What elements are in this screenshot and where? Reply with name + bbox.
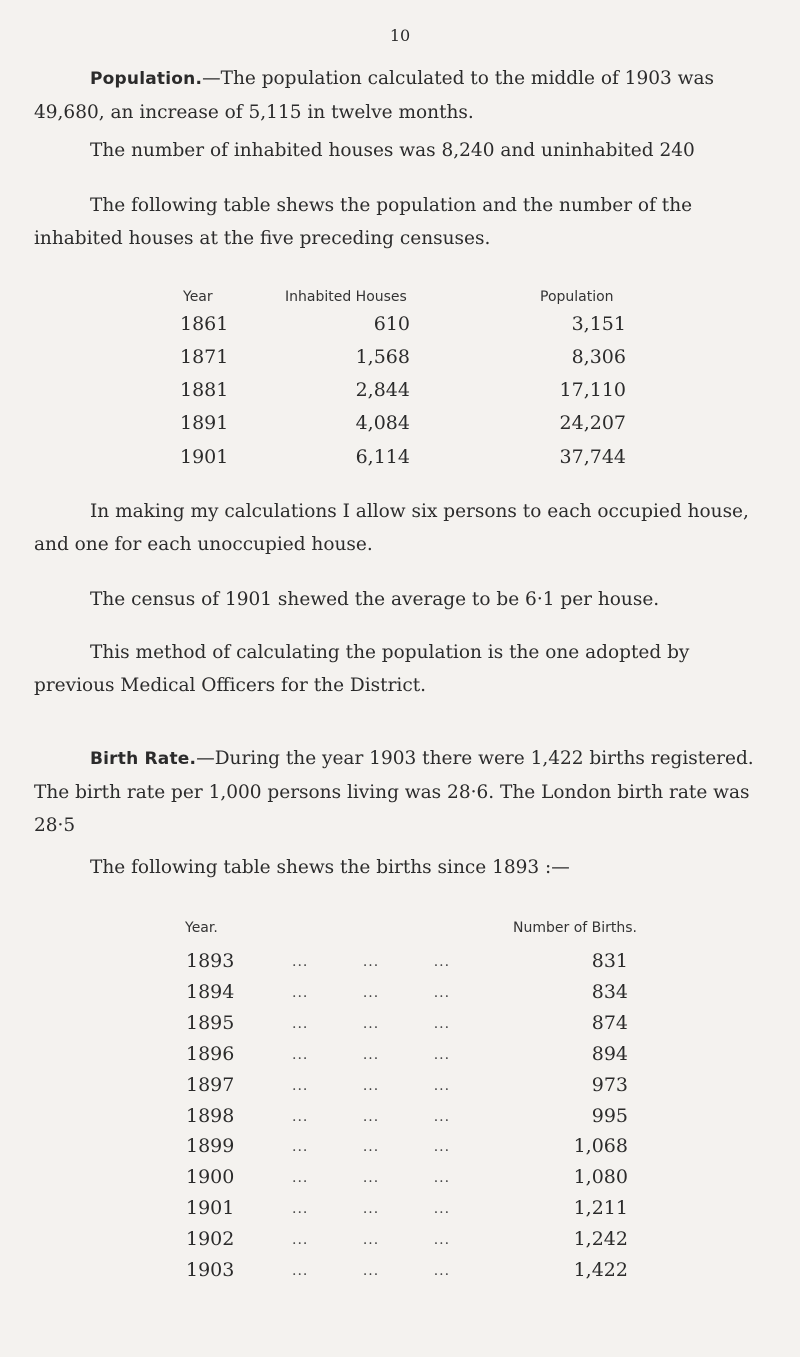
- births-year: 1894: [186, 981, 235, 1003]
- population-heading: Population.: [90, 69, 203, 89]
- births-year: 1895: [186, 1012, 235, 1034]
- census-header-year: Year: [183, 289, 213, 305]
- births-count: 995: [591, 1105, 628, 1127]
- census-population: 17,110: [559, 379, 626, 401]
- census-year: 1871: [180, 346, 229, 368]
- births-count: 831: [591, 950, 628, 972]
- dot-leader: ... ... ...: [292, 1047, 451, 1063]
- dot-leader: ... ... ...: [292, 1263, 451, 1279]
- census-year: 1901: [180, 446, 229, 468]
- births-count: 834: [591, 981, 628, 1003]
- method-paragraph: This method of calculating the population is the one adopted by previous Medical Officers for the District.: [34, 642, 690, 696]
- birth-rate-heading: Birth Rate.: [90, 749, 197, 769]
- birth-rate-paragraph: [34, 742, 770, 842]
- births-year: 1896: [186, 1043, 235, 1065]
- dot-leader: ... ... ...: [292, 1170, 451, 1186]
- census-population: 8,306: [571, 346, 626, 368]
- census-header-population: Population: [540, 289, 614, 305]
- births-count: 1,080: [573, 1166, 628, 1188]
- births-count: 1,211: [573, 1197, 628, 1219]
- births-header-year: Year.: [185, 920, 218, 936]
- census-average-paragraph: The census of 1901 shewed the average to be 6·1 per house.: [90, 589, 660, 610]
- houses-paragraph: The number of inhabited houses was 8,240 and uninhabited 240: [90, 140, 695, 161]
- census-houses: 4,084: [355, 412, 410, 434]
- births-count: 973: [591, 1074, 628, 1096]
- births-count: 894: [591, 1043, 628, 1065]
- census-table-intro: The following table shews the population and the number of the inhabited houses at the five preceding censuses.: [34, 195, 693, 249]
- census-houses: 6,114: [355, 446, 410, 468]
- births-count: 874: [591, 1012, 628, 1034]
- census-houses: 610: [373, 313, 410, 335]
- dot-leader: ... ... ...: [292, 1139, 451, 1155]
- dot-leader: ... ... ...: [292, 1016, 451, 1032]
- dot-leader: ... ... ...: [292, 1232, 451, 1248]
- calculation-paragraph: In making my calculations I allow six persons to each occupied house, and one for each unoccupied house.: [34, 501, 749, 555]
- births-count: 1,422: [573, 1259, 628, 1281]
- births-year: 1902: [186, 1228, 235, 1250]
- births-table-intro: The following table shews the births since 1893 :—: [90, 857, 570, 878]
- census-houses: 2,844: [355, 379, 410, 401]
- births-year: 1898: [186, 1105, 235, 1127]
- births-year: 1897: [186, 1074, 235, 1096]
- census-year: 1881: [180, 379, 229, 401]
- births-count: 1,242: [573, 1228, 628, 1250]
- birth-rate-text: —During the year 1903 there were 1,422 births registered. The birth rate per 1,000 persons living was 28·6. The London birth rate was 28·5: [34, 748, 754, 836]
- births-count: 1,068: [573, 1135, 628, 1157]
- census-population: 3,151: [571, 313, 626, 335]
- census-population: 37,744: [559, 446, 626, 468]
- births-year: 1893: [186, 950, 235, 972]
- dot-leader: ... ... ...: [292, 1109, 451, 1125]
- births-year: 1903: [186, 1259, 235, 1281]
- dot-leader: ... ... ...: [292, 1201, 451, 1217]
- population-paragraph: [34, 62, 770, 129]
- births-header-number: Number of Births.: [513, 920, 637, 936]
- census-population: 24,207: [559, 412, 626, 434]
- dot-leader: ... ... ...: [292, 985, 451, 1001]
- dot-leader: ... ... ...: [292, 954, 451, 970]
- births-year: 1900: [186, 1166, 235, 1188]
- births-year: 1901: [186, 1197, 235, 1219]
- dot-leader: ... ... ...: [292, 1078, 451, 1094]
- population-text: —The population calculated to the middle of 1903 was 49,680, an increase of 5,115 in twelve months.: [34, 68, 715, 123]
- births-year: 1899: [186, 1135, 235, 1157]
- census-header-houses: Inhabited Houses: [285, 289, 407, 305]
- page-number: 10: [389, 26, 411, 45]
- census-year: 1891: [180, 412, 229, 434]
- census-houses: 1,568: [355, 346, 410, 368]
- census-year: 1861: [180, 313, 229, 335]
